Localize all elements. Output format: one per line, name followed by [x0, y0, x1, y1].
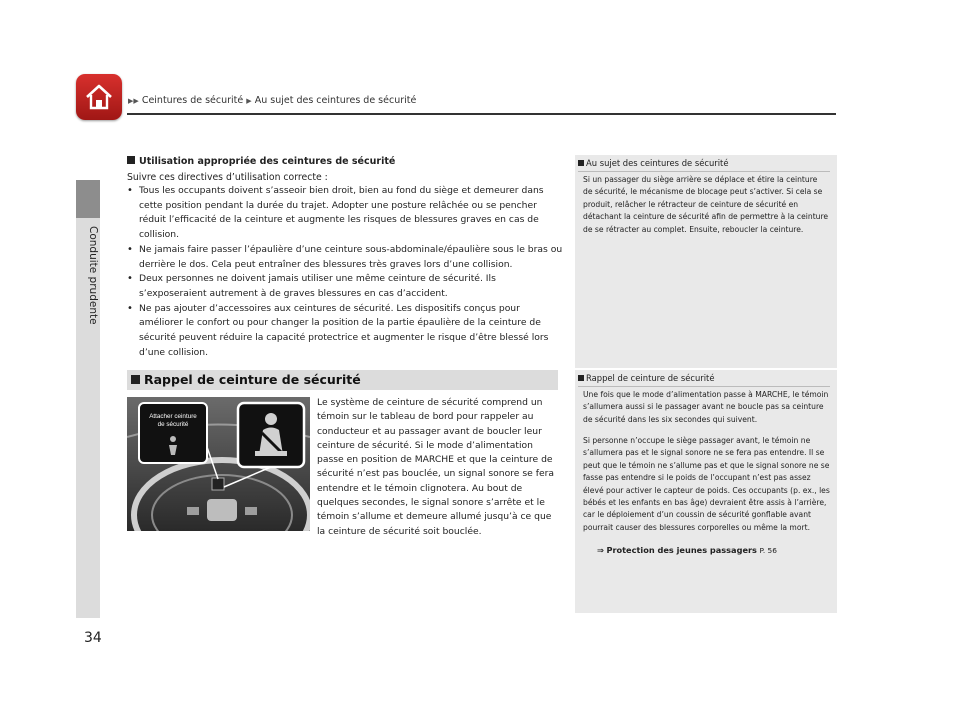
square-bullet-icon — [127, 156, 135, 164]
chapter-tab-marker[interactable] — [76, 180, 100, 218]
reference-marker-icon — [578, 375, 584, 381]
breadcrumb-arrow-icon: ▶ — [246, 97, 252, 105]
breadcrumb-item[interactable]: Ceintures de sécurité — [141, 95, 244, 106]
square-bullet-icon — [131, 375, 140, 384]
section-heading-text: Utilisation appropriée des ceintures de sécurité — [139, 156, 396, 167]
section-body: Le système de ceinture de sécurité comprend un témoin sur le tableau de bord pour rappeler au conducteur et au passager avant de boucler leur ceinture de sécurité. Si le mode d’alimentation passe en position de MARCHE et que la ceinture de sécurité n’est pas bouclée, un signal sonore se fera entendre et le témoin clignotera. Au bout de quelques secondes, le signal sonore s’arrête et le témoin s’allume et demeure allumé jusqu’à ce que la ceinture de sécurité soit bouclée. — [317, 397, 555, 537]
note-paragraph: Une fois que le mode d’alimentation passe à MARCHE, le témoin s’allumera aussi si le passager avant ne boucle pas sa ceinture de sécurité dans les six secondes qui suivent. — [583, 390, 829, 424]
cross-reference-link[interactable] — [597, 545, 777, 555]
note-divider — [578, 171, 830, 172]
illustration-label: de sécurité — [157, 421, 189, 428]
breadcrumb-item-current: Au sujet des ceintures de sécurité — [254, 95, 417, 106]
link-page: P. 56 — [759, 546, 777, 555]
home-icon — [83, 81, 115, 113]
seatbelt-reminder-illustration — [127, 397, 310, 531]
illustration-label: Attacher ceinture — [149, 413, 197, 420]
note-title — [578, 373, 715, 383]
note-divider — [578, 386, 830, 387]
breadcrumb-arrow-icon: ▶▶ — [128, 97, 139, 105]
reference-marker-icon — [578, 160, 584, 166]
list-item: • Tous les occupants doivent s’asseoir bien droit, bien au fond du siège et demeurer dans cette position pendant la durée du trajet. Adopter une posture relâchée ou se pencher réduit l’efficacité de la ceinture et augmente les risques de blessures graves en cas de collision. — [127, 184, 563, 243]
section-heading — [127, 156, 395, 167]
list-item: • Ne pas ajouter d’accessoires aux ceintures de sécurité. Les dispositifs conçus pour améliorer le confort ou pour changer la position de la partie épaulière de la ceinture de sécurité peuvent réduire la capacité protectrice et augmenter le risque d’être blessé lors d’une collision. — [127, 302, 563, 361]
chapter-label: Conduite prudente — [87, 226, 99, 325]
link-label[interactable]: Protection des jeunes passagers — [606, 545, 757, 555]
list-item: • Ne jamais faire passer l’épaulière d’une ceinture sous-abdominale/épaulière sous le bras ou derrière le dos. Cela peut entraîner des blessures très graves lors d’une collision. — [127, 243, 563, 272]
breadcrumb — [128, 95, 416, 106]
sidebar-note — [575, 370, 837, 613]
note-title-text: Au sujet des ceintures de sécurité — [586, 158, 729, 168]
sidebar-note — [575, 155, 837, 368]
section-intro: Suivre ces directives d’utilisation correcte : — [127, 172, 328, 183]
bullet-list — [127, 184, 563, 360]
header-divider — [127, 113, 836, 115]
page-number: 34 — [84, 630, 102, 646]
link-arrow-icon: ⇒ — [597, 545, 604, 555]
section-heading — [131, 372, 361, 387]
note-body: Si un passager du siège arrière se déplace et étire la ceinture de sécurité, le mécanisme de blocage peut s’activer. Si cela se produit, relâcher le rétracteur de ceinture de sécurité en détachant la ceinture de sécurité afin de permettre à la ceinture de se rétracter au complet. Ensuite, reboucler la ceinture. — [583, 175, 829, 234]
note-title — [578, 158, 728, 168]
note-paragraph: Si personne n’occupe le siège passager avant, le témoin ne s’allumera pas et le signal sonore ne se fera pas entendre. Il se peut que le témoin ne s’allume pas et que le signal sonore ne se fasse pas entendre si le poids de l’occupant n’est pas assez élevé pour activer le capteur de poids. Ces occupants (p. ex., les bébés et les enfants en bas âge) devraient être assis à l’arrière, car le déploiement d’un coussin de sécurité gonflable avant pourrait causer des blessures corporelles ou même la mort. — [583, 436, 830, 532]
note-title-text: Rappel de ceinture de sécurité — [586, 373, 715, 383]
list-item: • Deux personnes ne doivent jamais utiliser une même ceinture de sécurité. Ils s’exposeraient autrement à de graves blessures en cas d’accident. — [127, 272, 563, 301]
section-heading-text: Rappel de ceinture de sécurité — [144, 372, 361, 387]
home-button[interactable] — [76, 74, 122, 120]
